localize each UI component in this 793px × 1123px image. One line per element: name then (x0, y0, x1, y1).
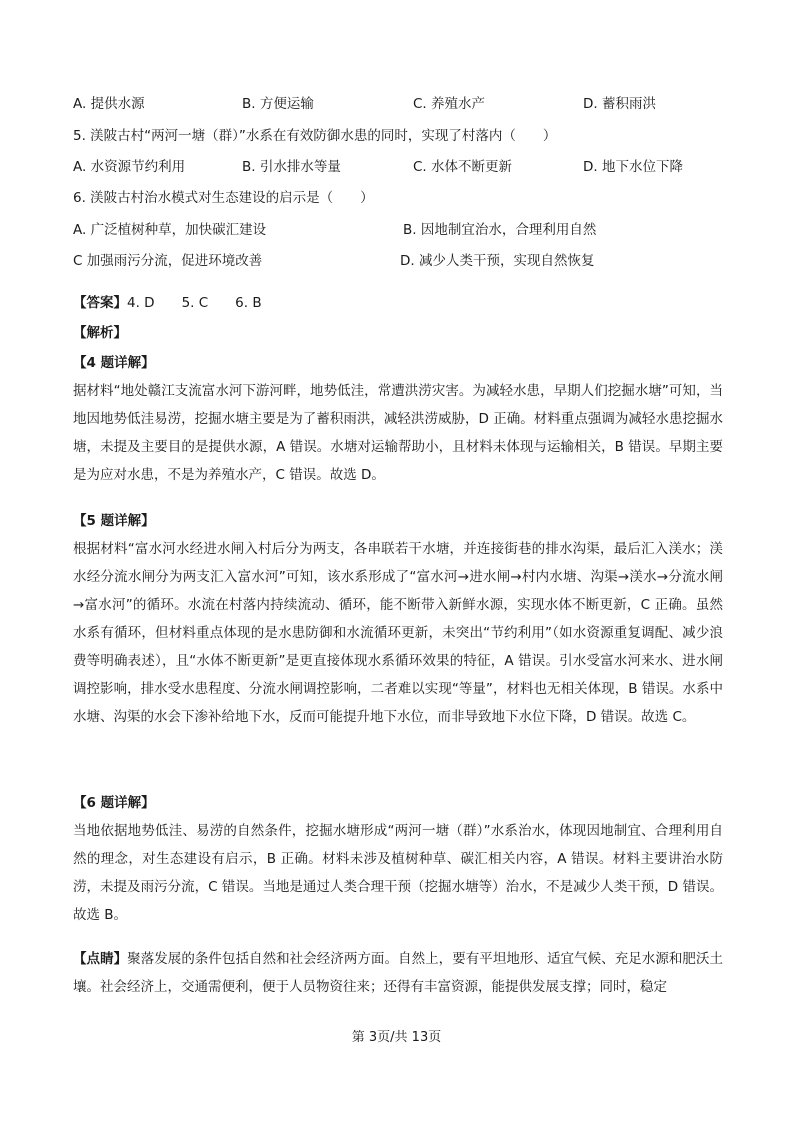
answer-text: 4. D 5. C 6. B (127, 295, 262, 311)
q4-option-a: A. 提供水源 (73, 96, 145, 112)
page-footer: 第 3页/共 13页 (351, 1030, 442, 1045)
tip-tag: 【点睛】 (73, 951, 128, 967)
q4-option-c: C. 养殖水产 (413, 96, 486, 112)
q6-option-d: D. 减少人类干预，实现自然恢复 (400, 253, 595, 269)
tip-body: 聚落发展的条件包括自然和社会经济两方面。自然上，要有平坦地形、适宜气候、充足水源和肥沃土壤。社会经济上，交通需便利，便于人员物资往来；还得有丰富资源，能提供发展支撑；同时，稳定 (73, 951, 724, 995)
q5-option-a: A. 水资源节约利用 (73, 159, 186, 175)
q5-detail-body: 根据材料“富水河水经进水闸入村后分为两支，各串联若干水塘，并连接街巷的排水沟渠，最后汇入渼水；渼水经分流水闸分为两支汇入富水河”可知，该水系形成了“富水河→进水闸→村内水塘、沟渠→渼水→分流水闸→富水河”的循环。水流在村落内持续流动、循环，能不断带入新鲜水源，实现水体不断更新，C 正确。虽然水系有循环，但材料重点体现的是水患防御和水流循环更新，未突出“节约利用”（如水资源重复调配、减少浪费等明确表述），且“水体不断更新”是更直接体现水系循环效果的特征，A 错误。引水受富水河来水、进水闸调控影响，排水受水患程度、分流水闸调控影响，二者难以实现“等量”，材料也无相关体现，B 错误。水系中水塘、沟渠的水会下渗补给地下水，反而可能提升地下水位，而非导致地下水位下降，D 错误。故选 C。 (73, 541, 723, 725)
q4-detail-body: 据材料“地处赣江支流富水河下游河畔，地势低洼，常遭洪涝灾害。为减轻水患，早期人们挖掘水塘”可知，当地因地势低洼易涝，挖掘水塘主要是为了蓄积雨洪，减轻洪涝威胁，D 正确。材料重点强调为减轻水患挖掘水塘，未提及主要目的是提供水源，A 错误。水塘对运输帮助小，且材料未体现与运输相关，B 错误。早期主要是为应对水患，不是为养殖水产，C 错误。故选 D。 (73, 383, 723, 483)
q5-detail-heading: 【5 题详解】 (73, 513, 155, 529)
q6-option-c: C 加强雨污分流，促进环境改善 (73, 253, 263, 269)
q4-option-d: D. 蓄积雨洪 (583, 96, 656, 112)
q5-option-b: B. 引水排水等量 (242, 159, 341, 175)
answer-tag: 【答案】 (73, 295, 127, 311)
q6-option-a: A. 广泛植树种草，加快碳汇建设 (73, 222, 267, 238)
answer-line (73, 293, 262, 313)
tip-paragraph (73, 945, 723, 1001)
q4-option-b: B. 方便运输 (242, 96, 314, 112)
q5-option-d: D. 地下水位下降 (583, 159, 683, 175)
q6-detail-heading: 【6 题详解】 (73, 795, 155, 811)
analysis-heading: 【解析】 (73, 325, 127, 341)
q6-stem: 6. 渼陂古村治水模式对生态建设的启示是（ ） (73, 190, 374, 206)
q6-detail-body: 当地依据地势低洼、易涝的自然条件，挖掘水塘形成“两河一塘（群）”水系治水，体现因地制宜、合理利用自然的理念，对生态建设有启示，B 正确。材料未涉及植树种草、碳汇相关内容，A 错误。材料主要讲治水防涝，未提及雨污分流，C 错误。当地是通过人类合理干预（挖掘水塘等）治水，不是减少人类干预，D 错误。故选 B。 (73, 823, 723, 923)
q4-detail-heading: 【4 题详解】 (73, 355, 155, 371)
q6-option-b: B. 因地制宜治水，合理利用自然 (403, 222, 597, 238)
q5-stem: 5. 渼陂古村“两河一塘（群）”水系在有效防御水患的同时，实现了村落内（ ） (73, 128, 557, 144)
q5-option-c: C. 水体不断更新 (413, 159, 513, 175)
